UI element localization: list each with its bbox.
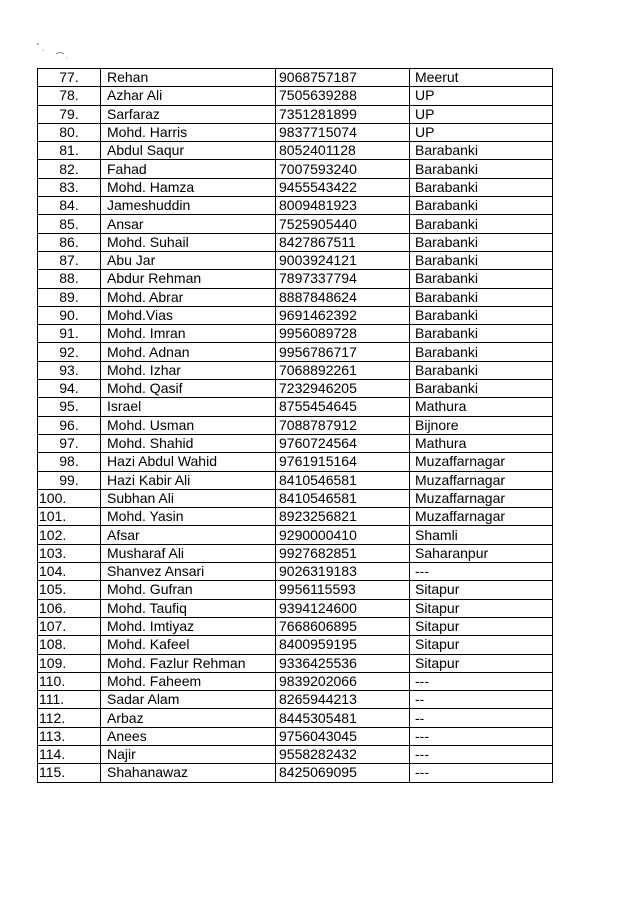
name-cell: Sarfaraz <box>101 105 276 123</box>
serial-number-cell: 84. <box>38 197 101 215</box>
table-row <box>38 343 553 361</box>
name-cell: Najir <box>101 745 276 763</box>
phone-number-cell: 9756043045 <box>276 727 410 745</box>
phone-number-cell: 9837715074 <box>276 123 410 141</box>
serial-number-cell: 110. <box>38 672 101 690</box>
location-cell: Barabanki <box>410 325 553 343</box>
table-row <box>38 434 553 452</box>
phone-number-cell: 7351281899 <box>276 105 410 123</box>
table-row <box>38 69 553 87</box>
serial-number-cell: 111. <box>38 691 101 709</box>
location-cell: Barabanki <box>410 251 553 269</box>
location-cell: Mathura <box>410 398 553 416</box>
table-row <box>38 471 553 489</box>
roster-table-body <box>38 69 553 783</box>
location-cell: --- <box>410 672 553 690</box>
location-cell: Barabanki <box>410 160 553 178</box>
table-row <box>38 380 553 398</box>
location-cell: Muzaffarnagar <box>410 508 553 526</box>
name-cell: Hazi Abdul Wahid <box>101 453 276 471</box>
name-cell: Anees <box>101 727 276 745</box>
name-cell: Israel <box>101 398 276 416</box>
location-cell: Barabanki <box>410 361 553 379</box>
table-row <box>38 526 553 544</box>
location-cell: -- <box>410 691 553 709</box>
table-row <box>38 160 553 178</box>
name-cell: Abu Jar <box>101 251 276 269</box>
name-cell: Mohd. Yasin <box>101 508 276 526</box>
name-cell: Mohd. Izhar <box>101 361 276 379</box>
serial-number-cell: 92. <box>38 343 101 361</box>
location-cell: Saharanpur <box>410 544 553 562</box>
phone-number-cell: 9026319183 <box>276 563 410 581</box>
serial-number-cell: 109. <box>38 654 101 672</box>
serial-number-cell: 115. <box>38 764 101 782</box>
name-cell: Mohd. Imran <box>101 325 276 343</box>
location-cell: Barabanki <box>410 270 553 288</box>
table-row <box>38 453 553 471</box>
phone-number-cell: 7668606895 <box>276 617 410 635</box>
phone-number-cell: 8755454645 <box>276 398 410 416</box>
name-cell: Mohd. Kafeel <box>101 636 276 654</box>
name-cell: Mohd. Qasif <box>101 380 276 398</box>
table-row <box>38 508 553 526</box>
serial-number-cell: 90. <box>38 306 101 324</box>
name-cell: Afsar <box>101 526 276 544</box>
table-row <box>38 233 553 251</box>
serial-number-cell: 79. <box>38 105 101 123</box>
phone-number-cell: 7525905440 <box>276 215 410 233</box>
name-cell: Azhar Ali <box>101 87 276 105</box>
location-cell: --- <box>410 727 553 745</box>
table-row <box>38 105 553 123</box>
location-cell: Barabanki <box>410 142 553 160</box>
serial-number-cell: 77. <box>38 69 101 87</box>
table-row <box>38 489 553 507</box>
name-cell: Hazi Kabir Ali <box>101 471 276 489</box>
name-cell: Mohd. Shahid <box>101 434 276 452</box>
phone-number-cell: 8052401128 <box>276 142 410 160</box>
location-cell: Sitapur <box>410 617 553 635</box>
serial-number-cell: 91. <box>38 325 101 343</box>
roster-table <box>37 68 553 783</box>
name-cell: Mohd. Faheem <box>101 672 276 690</box>
phone-number-cell: 9290000410 <box>276 526 410 544</box>
phone-number-cell: 8427867511 <box>276 233 410 251</box>
name-cell: Jameshuddin <box>101 197 276 215</box>
phone-number-cell: 9394124600 <box>276 599 410 617</box>
name-cell: Shahanawaz <box>101 764 276 782</box>
table-row <box>38 251 553 269</box>
location-cell: UP <box>410 105 553 123</box>
location-cell: -- <box>410 709 553 727</box>
serial-number-cell: 87. <box>38 251 101 269</box>
phone-number-cell: 8887848624 <box>276 288 410 306</box>
phone-number-cell: 8410546581 <box>276 489 410 507</box>
phone-number-cell: 9956786717 <box>276 343 410 361</box>
location-cell: Sitapur <box>410 581 553 599</box>
serial-number-cell: 113. <box>38 727 101 745</box>
table-row <box>38 691 553 709</box>
table-row <box>38 398 553 416</box>
name-cell: Mohd. Imtiyaz <box>101 617 276 635</box>
phone-number-cell: 7897337794 <box>276 270 410 288</box>
name-cell: Shanvez Ansari <box>101 563 276 581</box>
name-cell: Ansar <box>101 215 276 233</box>
location-cell: --- <box>410 745 553 763</box>
phone-number-cell: 9761915164 <box>276 453 410 471</box>
serial-number-cell: 112. <box>38 709 101 727</box>
table-row <box>38 416 553 434</box>
name-cell: Abdul Saqur <box>101 142 276 160</box>
serial-number-cell: 105. <box>38 581 101 599</box>
location-cell: Muzaffarnagar <box>410 489 553 507</box>
phone-number-cell: 7232946205 <box>276 380 410 398</box>
serial-number-cell: 78. <box>38 87 101 105</box>
location-cell: Barabanki <box>410 288 553 306</box>
table-row <box>38 288 553 306</box>
table-row <box>38 123 553 141</box>
table-row <box>38 599 553 617</box>
name-cell: Subhan Ali <box>101 489 276 507</box>
location-cell: Sitapur <box>410 654 553 672</box>
phone-number-cell: 9068757187 <box>276 69 410 87</box>
serial-number-cell: 82. <box>38 160 101 178</box>
serial-number-cell: 86. <box>38 233 101 251</box>
serial-number-cell: 95. <box>38 398 101 416</box>
name-cell: Mohd. Taufiq <box>101 599 276 617</box>
serial-number-cell: 100. <box>38 489 101 507</box>
table-row <box>38 672 553 690</box>
table-row <box>38 745 553 763</box>
table-row <box>38 563 553 581</box>
serial-number-cell: 96. <box>38 416 101 434</box>
phone-number-cell: 7007593240 <box>276 160 410 178</box>
location-cell: Barabanki <box>410 215 553 233</box>
name-cell: Mohd.Vias <box>101 306 276 324</box>
serial-number-cell: 83. <box>38 178 101 196</box>
serial-number-cell: 104. <box>38 563 101 581</box>
scan-speck-mark <box>34 40 74 62</box>
location-cell: Bijnore <box>410 416 553 434</box>
table-row <box>38 727 553 745</box>
location-cell: Barabanki <box>410 380 553 398</box>
name-cell: Mohd. Gufran <box>101 581 276 599</box>
phone-number-cell: 9760724564 <box>276 434 410 452</box>
phone-number-cell: 7088787912 <box>276 416 410 434</box>
location-cell: Shamli <box>410 526 553 544</box>
serial-number-cell: 98. <box>38 453 101 471</box>
location-cell: Barabanki <box>410 233 553 251</box>
serial-number-cell: 89. <box>38 288 101 306</box>
name-cell: Fahad <box>101 160 276 178</box>
location-cell: Sitapur <box>410 636 553 654</box>
location-cell: Barabanki <box>410 197 553 215</box>
serial-number-cell: 102. <box>38 526 101 544</box>
name-cell: Arbaz <box>101 709 276 727</box>
phone-number-cell: 9336425536 <box>276 654 410 672</box>
location-cell: Barabanki <box>410 343 553 361</box>
phone-number-cell: 9455543422 <box>276 178 410 196</box>
phone-number-cell: 9956115593 <box>276 581 410 599</box>
serial-number-cell: 93. <box>38 361 101 379</box>
table-row <box>38 178 553 196</box>
serial-number-cell: 80. <box>38 123 101 141</box>
location-cell: --- <box>410 563 553 581</box>
serial-number-cell: 101. <box>38 508 101 526</box>
table-row <box>38 617 553 635</box>
serial-number-cell: 103. <box>38 544 101 562</box>
phone-number-cell: 8410546581 <box>276 471 410 489</box>
name-cell: Abdur Rehman <box>101 270 276 288</box>
location-cell: Barabanki <box>410 306 553 324</box>
name-cell: Musharaf Ali <box>101 544 276 562</box>
phone-number-cell: 9691462392 <box>276 306 410 324</box>
table-row <box>38 215 553 233</box>
table-row <box>38 764 553 782</box>
serial-number-cell: 94. <box>38 380 101 398</box>
table-row <box>38 270 553 288</box>
name-cell: Mohd. Suhail <box>101 233 276 251</box>
phone-number-cell: 8009481923 <box>276 197 410 215</box>
name-cell: Mohd. Hamza <box>101 178 276 196</box>
serial-number-cell: 106. <box>38 599 101 617</box>
phone-number-cell: 9839202066 <box>276 672 410 690</box>
table-row <box>38 325 553 343</box>
location-cell: UP <box>410 87 553 105</box>
location-cell: --- <box>410 764 553 782</box>
phone-number-cell: 8265944213 <box>276 691 410 709</box>
serial-number-cell: 108. <box>38 636 101 654</box>
location-cell: Meerut <box>410 69 553 87</box>
location-cell: Muzaffarnagar <box>410 471 553 489</box>
location-cell: Muzaffarnagar <box>410 453 553 471</box>
table-row <box>38 544 553 562</box>
phone-number-cell: 7068892261 <box>276 361 410 379</box>
phone-number-cell: 9956089728 <box>276 325 410 343</box>
table-row <box>38 636 553 654</box>
table-row <box>38 87 553 105</box>
serial-number-cell: 88. <box>38 270 101 288</box>
phone-number-cell: 9003924121 <box>276 251 410 269</box>
serial-number-cell: 85. <box>38 215 101 233</box>
phone-number-cell: 8425069095 <box>276 764 410 782</box>
phone-number-cell: 8923256821 <box>276 508 410 526</box>
table-row <box>38 709 553 727</box>
name-cell: Mohd. Fazlur Rehman <box>101 654 276 672</box>
name-cell: Mohd. Harris <box>101 123 276 141</box>
table-row <box>38 654 553 672</box>
location-cell: Sitapur <box>410 599 553 617</box>
name-cell: Mohd. Adnan <box>101 343 276 361</box>
table-row <box>38 142 553 160</box>
serial-number-cell: 81. <box>38 142 101 160</box>
name-cell: Sadar Alam <box>101 691 276 709</box>
phone-number-cell: 8445305481 <box>276 709 410 727</box>
phone-number-cell: 9558282432 <box>276 745 410 763</box>
table-row <box>38 197 553 215</box>
serial-number-cell: 114. <box>38 745 101 763</box>
table-row <box>38 306 553 324</box>
serial-number-cell: 97. <box>38 434 101 452</box>
phone-number-cell: 9927682851 <box>276 544 410 562</box>
name-cell: Mohd. Usman <box>101 416 276 434</box>
location-cell: Barabanki <box>410 178 553 196</box>
serial-number-cell: 99. <box>38 471 101 489</box>
serial-number-cell: 107. <box>38 617 101 635</box>
name-cell: Mohd. Abrar <box>101 288 276 306</box>
location-cell: Mathura <box>410 434 553 452</box>
table-row <box>38 361 553 379</box>
table-row <box>38 581 553 599</box>
phone-number-cell: 8400959195 <box>276 636 410 654</box>
location-cell: UP <box>410 123 553 141</box>
name-cell: Rehan <box>101 69 276 87</box>
phone-number-cell: 7505639288 <box>276 87 410 105</box>
